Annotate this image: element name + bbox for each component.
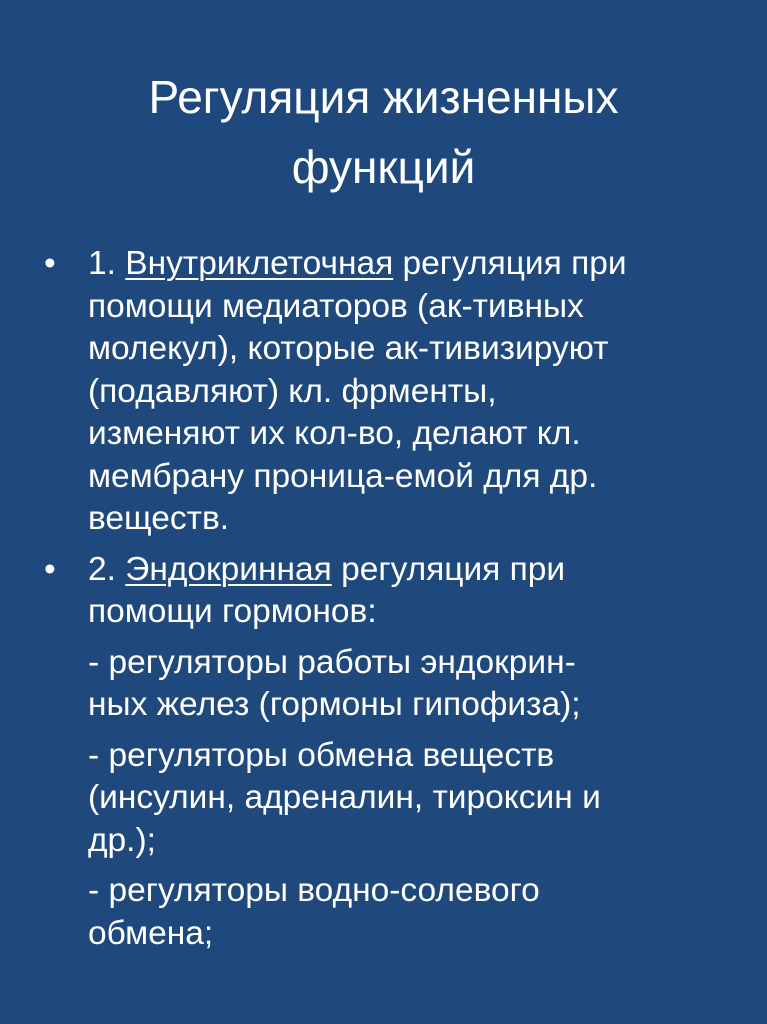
sub-item-1 xyxy=(88,642,734,727)
sub-item-line: - регуляторы работы эндокрин- xyxy=(88,643,576,681)
item-number: 1. xyxy=(88,245,116,282)
sub-item-line: обмена; xyxy=(88,914,214,952)
bullet-line: мембрану проница-емой для др. xyxy=(88,457,598,495)
bullet-dot: • xyxy=(44,550,56,588)
sub-item-3 xyxy=(88,870,734,955)
sub-item-line: др.); xyxy=(88,821,156,859)
bullet-line xyxy=(88,549,734,592)
item-text: регуляция при xyxy=(393,245,627,282)
item-text: регуляция при xyxy=(331,550,566,588)
bullet-dot: • xyxy=(44,245,56,282)
sub-item-2 xyxy=(88,735,734,863)
sub-item-line: ных желез (гормоны гипофиза); xyxy=(88,686,581,723)
item-term: Эндокринная xyxy=(125,550,332,588)
bullet-line: изменяют их кол-во, делают кл. xyxy=(88,415,581,452)
sub-item-line: - регуляторы водно-солевого xyxy=(88,872,540,909)
bullet-line: (подавляют) кл. фрменты, xyxy=(88,372,497,410)
slide-content xyxy=(44,243,734,963)
title-line-2: функций xyxy=(291,141,476,193)
bullet-item-1 xyxy=(44,243,734,541)
sub-item-line: (инсулин, адреналин, тироксин и xyxy=(88,779,601,816)
bullet-line: помощи гормонов: xyxy=(88,593,377,630)
bullet-item-2 xyxy=(44,549,734,956)
bullet-line: молекул), которые ак-тивизируют xyxy=(88,330,609,367)
bullet-line: помощи медиаторов (ак-тивных xyxy=(88,287,584,325)
title-line-1: Регуляция жизненных xyxy=(148,71,619,123)
item-term: Внутриклеточная xyxy=(125,245,394,282)
sub-item-line: - регуляторы обмена веществ xyxy=(88,736,555,774)
slide-title xyxy=(40,62,727,202)
item-number: 2. xyxy=(88,550,116,588)
bullet-line: веществ. xyxy=(88,500,230,537)
bullet-line xyxy=(88,243,734,286)
